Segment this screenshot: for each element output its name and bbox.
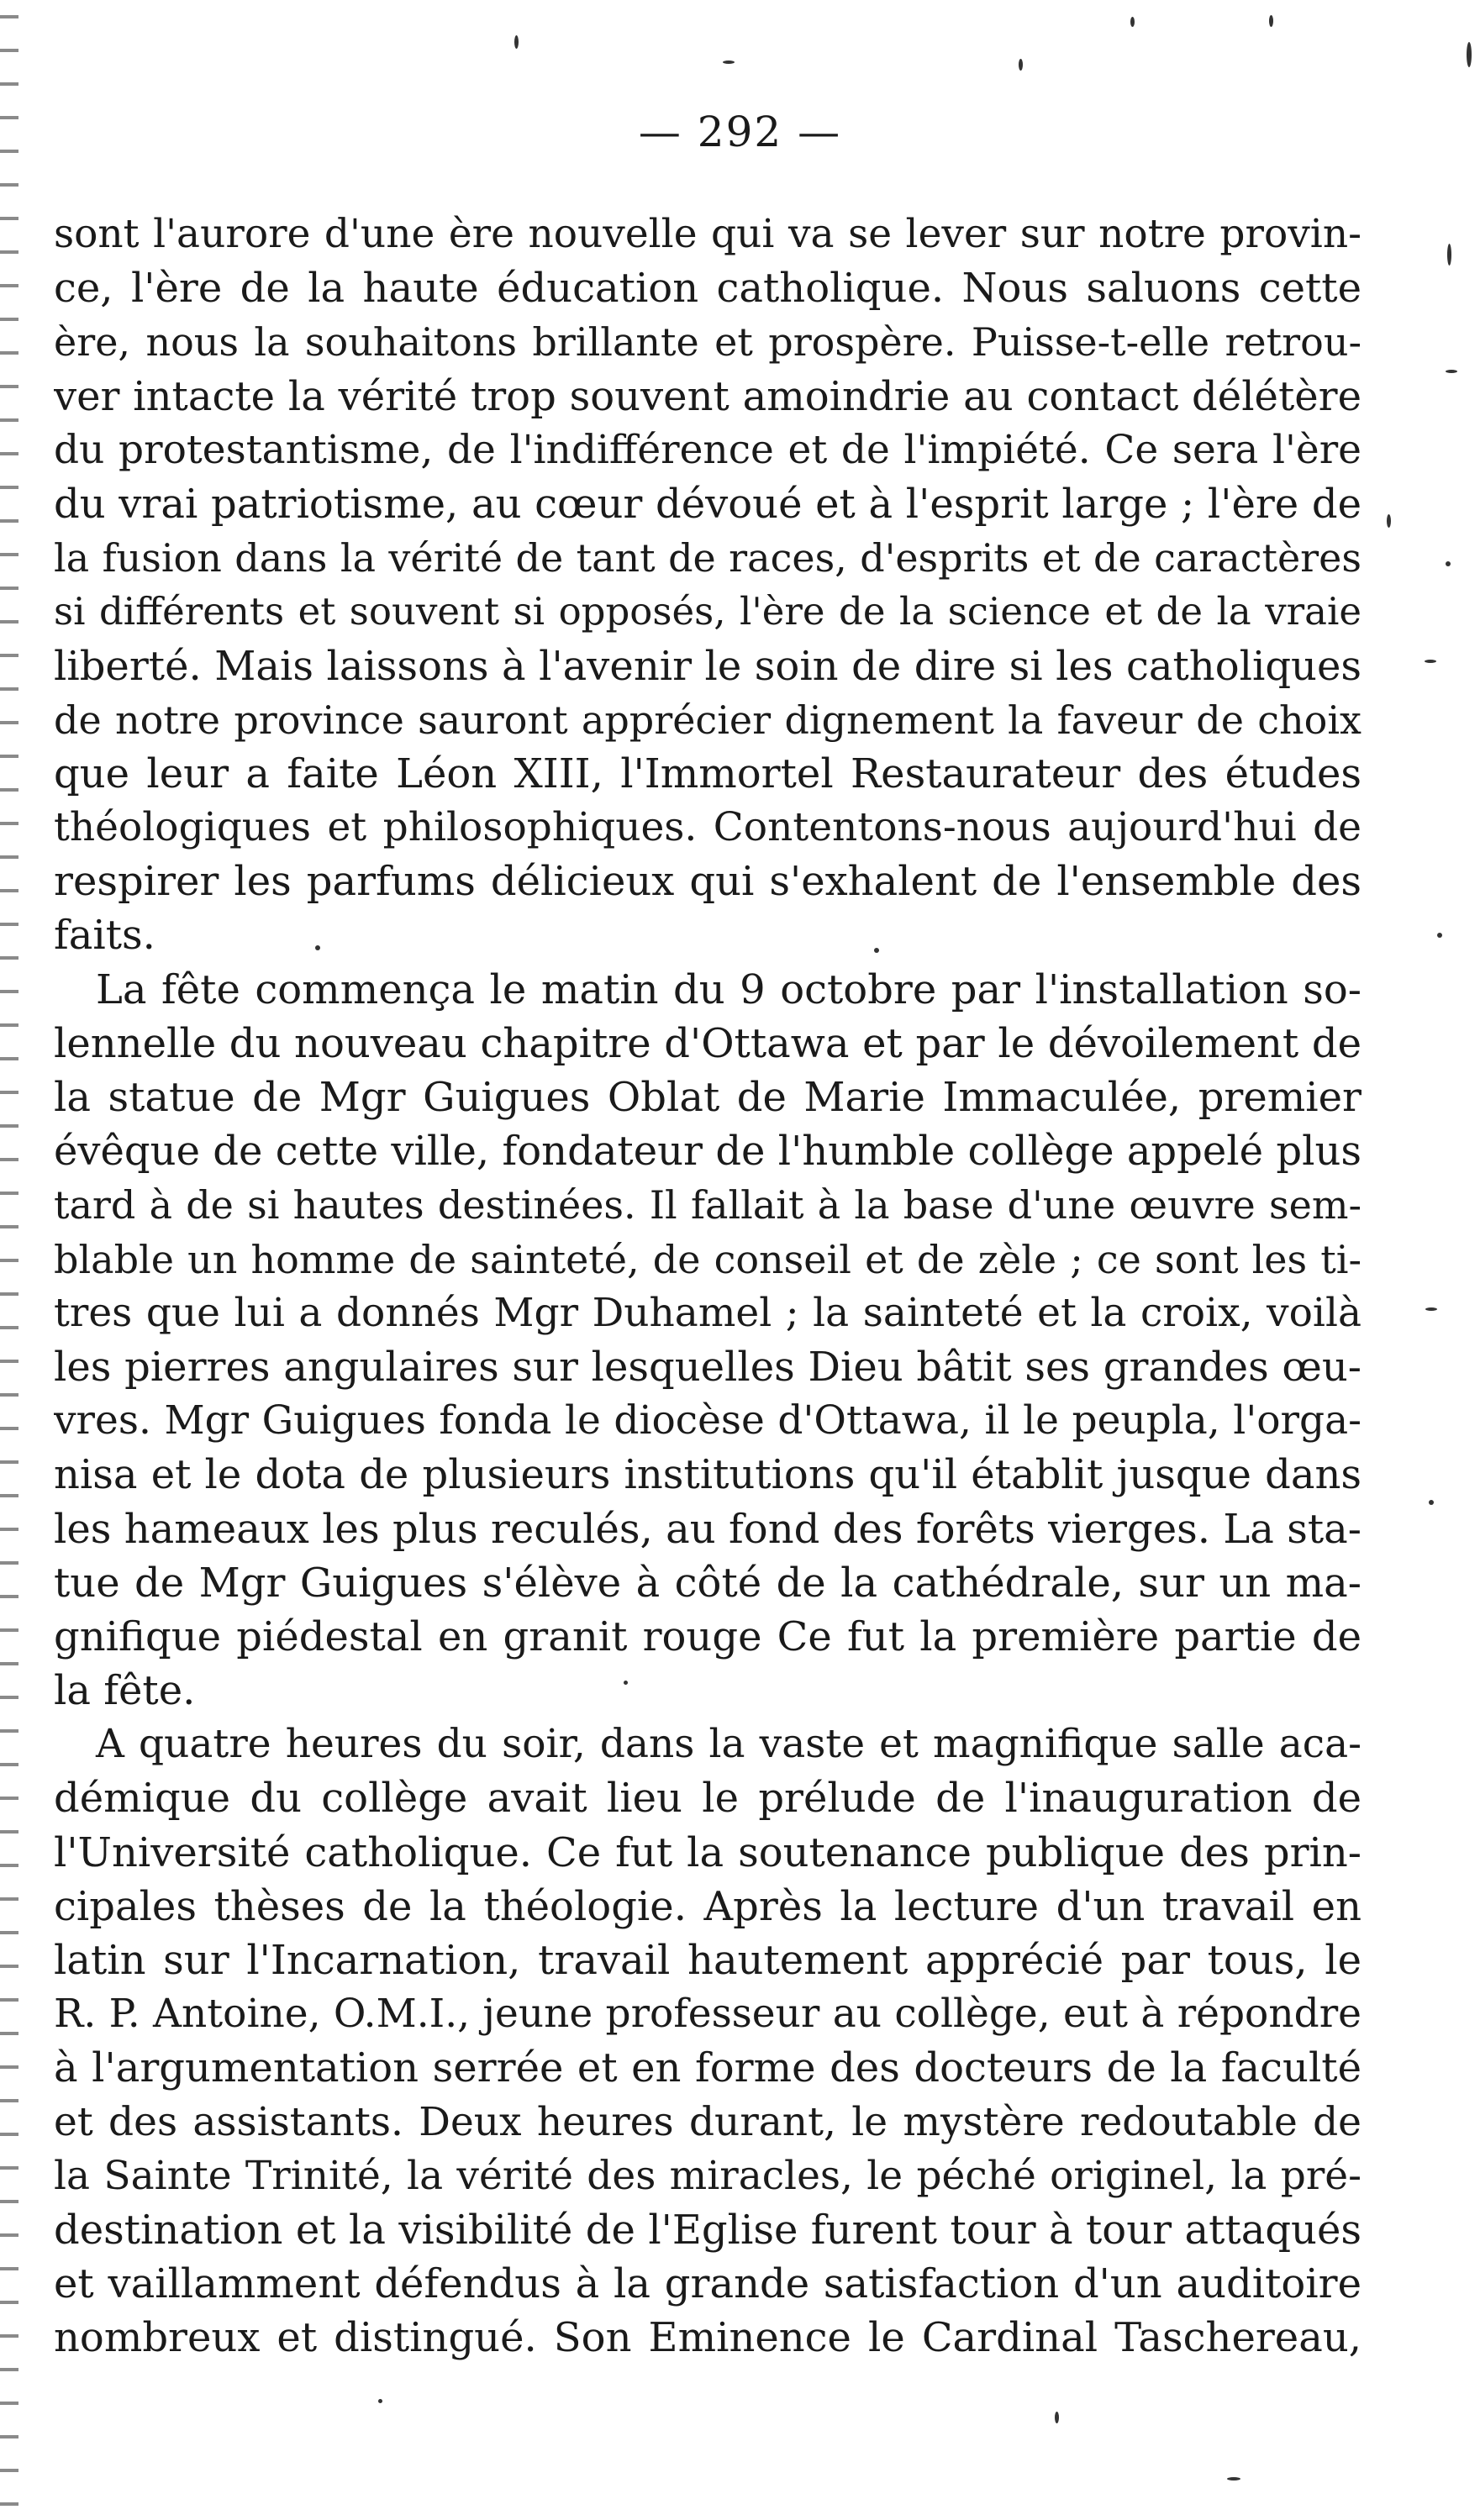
text-line: La fête commença le matin du 9 octobre par l'installation so-: [96, 965, 1361, 1013]
text-line: liberté. Mais laissons à l'avenir le soin de dire si les catholiques: [54, 642, 1361, 690]
text-line: que leur a faite Léon XIII, l'Immortel Restaurateur des études: [54, 750, 1361, 797]
text-line: du vrai patriotisme, au cœur dévoué et à l'esprit large ; l'ère de: [54, 480, 1361, 528]
text-line: évêque de cette ville, fondateur de l'humble collège appelé plus: [54, 1128, 1361, 1176]
text-line: la fête.: [54, 1667, 196, 1715]
paragraph-2: [54, 963, 1361, 1718]
text-line: si différents et souvent si opposés, l'ère de la science et de la vraie: [54, 589, 1361, 634]
text-line: ver intacte la vérité trop souvent amoindrie au contact délétère: [54, 372, 1361, 420]
text-line: cipales thèses de la théologie. Après la lecture d'un travail en: [54, 1882, 1361, 1930]
paragraph-1: [54, 208, 1361, 963]
text-line: la statue de Mgr Guigues Oblat de Marie Immaculée, premier: [54, 1074, 1361, 1121]
text-line: gnifique piédestal en granit rouge Ce fut la première partie de: [54, 1612, 1361, 1660]
text-line: la Sainte Trinité, la vérité des miracles, le péché originel, la pré-: [54, 2152, 1361, 2199]
text-line: à l'argumentation serrée et en forme des docteurs de la faculté: [54, 2044, 1361, 2092]
text-line: et des assistants. Deux heures durant, le mystère redoutable de: [54, 2098, 1361, 2145]
text-line: destination et la visibilité de l'Eglise furent tour à tour attaqués: [54, 2206, 1361, 2254]
page-number: — 292 —: [638, 108, 842, 156]
text-line: tard à de si hautes destinées. Il fallait à la base d'une œuvre sem-: [54, 1182, 1361, 1228]
text-line: la fusion dans la vérité de tant de races, d'esprits et de caractères: [54, 535, 1361, 581]
text-line: R. P. Antoine, O.M.I., jeune professeur au collège, eut à répondre: [54, 1991, 1361, 2038]
text-line: vres. Mgr Guigues fonda le diocèse d'Ottawa, il le peupla, l'orga-: [54, 1397, 1361, 1444]
page-binding-edge: [0, 0, 18, 2520]
text-line: théologiques et philosophiques. Contentons-nous aujourd'hui de: [54, 804, 1361, 851]
text-line: A quatre heures du soir, dans la vaste et magnifique salle aca-: [96, 1721, 1361, 1768]
text-line: démique du collège avait lieu le prélude de l'inauguration de: [54, 1775, 1361, 1823]
text-line: respirer les parfums délicieux qui s'exhalent de l'ensemble des: [54, 858, 1361, 906]
text-line: de notre province sauront apprécier dignement la faveur de choix: [54, 697, 1361, 743]
text-line: et vaillamment défendus à la grande satisfaction d'un auditoire: [54, 2260, 1361, 2308]
text-line: ce, l'ère de la haute éducation catholique. Nous saluons cette: [54, 265, 1361, 313]
text-line: blable un homme de sainteté, de conseil et de zèle ; ce sont les ti-: [54, 1236, 1361, 1282]
text-line: du protestantisme, de l'indifférence et de l'impiété. Ce sera l'ère: [54, 426, 1361, 473]
text-line: l'Université catholique. Ce fut la soutenance publique des prin-: [54, 1828, 1361, 1876]
text-line: tue de Mgr Guigues s'élève à côté de la cathédrale, sur un ma-: [54, 1559, 1361, 1607]
text-line: ère, nous la souhaitons brillante et prospère. Puisse-t-elle retrou-: [54, 319, 1361, 366]
text-line: faits.: [54, 912, 155, 960]
text-line: les hameaux les plus reculés, au fond des forêts vierges. La sta-: [54, 1505, 1361, 1553]
text-line: les pierres angulaires sur lesquelles Dieu bâtit ses grandes œu-: [54, 1343, 1361, 1391]
text-line: latin sur l'Incarnation, travail hautement apprécié par tous, le: [54, 1937, 1361, 1984]
paragraph-3: [54, 1718, 1361, 2365]
text-line: tres que lui a donnés Mgr Duhamel ; la sainteté et la croix, voilà: [54, 1289, 1361, 1336]
text-line: nisa et le dota de plusieurs institutions qu'il établit jusque dans: [54, 1451, 1361, 1499]
text-line: sont l'aurore d'une ère nouvelle qui va se lever sur notre provin-: [54, 211, 1361, 257]
text-block: [54, 208, 1361, 2365]
text-line: lennelle du nouveau chapitre d'Ottawa et par le dévoilement de: [54, 1019, 1361, 1067]
text-line: nombreux et distingué. Son Eminence le Cardinal Taschereau,: [54, 2314, 1361, 2362]
